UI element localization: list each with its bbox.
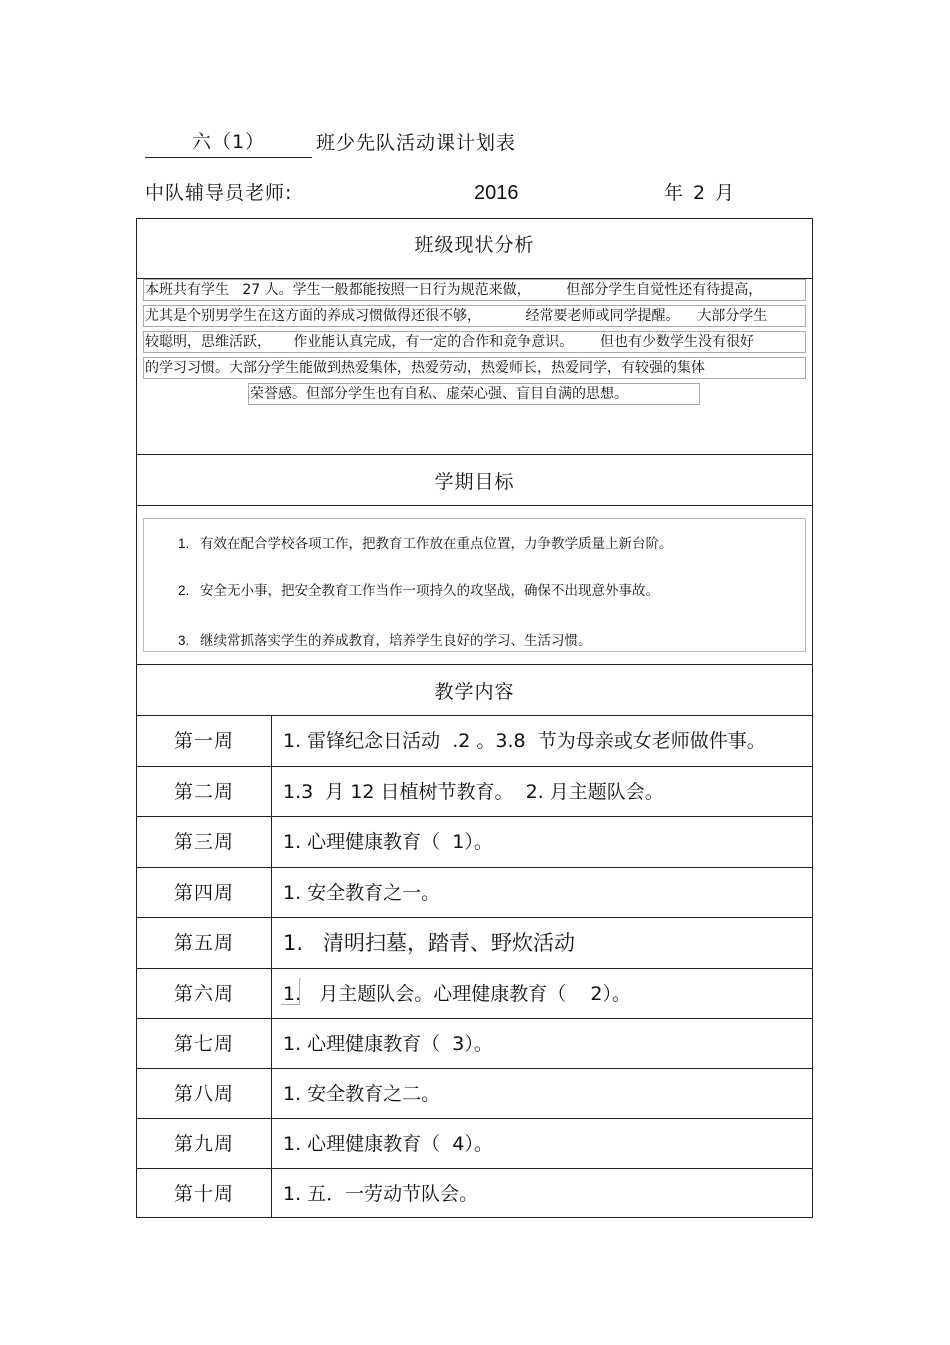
status-line: 尤其是个别男学生在这方面的养成习惯做得还很不够， 经常要老师或同学提醒。 大部分学生 [143, 305, 806, 327]
divider [137, 454, 812, 455]
week-row [137, 1169, 812, 1219]
week-label: 第八周 [173, 1083, 234, 1105]
goal-number: 1. [178, 536, 190, 551]
content-heading: 教学内容 [434, 681, 515, 703]
week-row [137, 716, 812, 766]
week-label: 第四周 [173, 882, 234, 904]
week-label: 第六周 [173, 983, 234, 1005]
title-text: 班少先队活动课计划表 [316, 132, 517, 154]
week-content: 1. 清明扫墓，踏青、野炊活动 [283, 931, 576, 955]
goals-list [143, 518, 806, 652]
week-row [137, 767, 812, 817]
goals-heading: 学期目标 [434, 471, 515, 493]
goal-item [178, 631, 592, 651]
week-content: 1. 心理健康教育（ 1）。 [283, 831, 493, 853]
goal-text: 继续常抓落实学生的养成教育，培养学生良好的学习、生活习惯。 [200, 633, 592, 649]
divider [137, 664, 812, 665]
week-row [137, 1119, 812, 1169]
week-row [137, 868, 812, 918]
divider [137, 505, 812, 506]
plan-table [136, 218, 813, 1218]
week-row [137, 817, 812, 867]
week-row [137, 969, 812, 1019]
counselor-label: 中队辅导员老师: [145, 182, 293, 204]
week-content: 1. 雷锋纪念日活动 .2 。3.8 节为母亲或女老师做件事。 [283, 730, 766, 752]
week-label: 第二周 [173, 781, 234, 803]
week-label: 第三周 [173, 831, 234, 853]
status-heading: 班级现状分析 [414, 234, 535, 256]
week-label: 第十周 [173, 1183, 234, 1205]
week-content: 1. 心理健康教育（ 3）。 [283, 1033, 493, 1055]
week-content: 1. 安全教育之二。 [283, 1083, 441, 1105]
number-box [281, 978, 300, 1005]
document-title [145, 128, 516, 158]
status-line: 本班共有学生 27 人。学生一般都能按照一日行为规范来做， 但部分学生自觉性还有待提高， [143, 279, 806, 301]
goal-item [178, 534, 673, 554]
week-label: 第五周 [173, 932, 234, 954]
week-label: 第七周 [173, 1033, 234, 1055]
status-line: 荣誉感。但部分学生也有自私、虚荣心强、盲目自满的思想。 [248, 383, 700, 405]
goal-number: 3. [178, 633, 190, 648]
goal-text: 有效在配合学校各项工作，把教育工作放在重点位置，力争教学质量上新台阶。 [200, 536, 673, 552]
year-value: 2016 [474, 182, 519, 204]
week-content: 1. 五．一劳动节队会。 [283, 1183, 479, 1205]
goal-text: 安全无小事，把安全教育工作当作一项持久的攻坚战，确保不出现意外事故。 [200, 583, 659, 599]
year-month-label: 年 2 月 [664, 182, 737, 204]
week-label: 第九周 [173, 1133, 234, 1155]
status-line: 的学习习惯。大部分学生能做到热爱集体，热爱劳动，热爱师长，热爱同学，有较强的集体 [143, 357, 806, 379]
week-row [137, 1069, 812, 1119]
goal-item [178, 581, 659, 601]
week-row [137, 1019, 812, 1069]
status-line: 较聪明，思维活跃， 作业能认真完成，有一定的合作和竞争意识。 但也有少数学生没有很好 [143, 331, 806, 353]
goal-number: 2. [178, 583, 190, 598]
week-content: 1. 安全教育之一。 [283, 882, 441, 904]
week-content: 1. 月主题队会。心理健康教育（ 2）。 [283, 983, 631, 1005]
title-class-field: 六（1） [145, 127, 312, 158]
week-content: 1. 心理健康教育（ 4）。 [283, 1133, 493, 1155]
week-content: 1.3 月 12 日植树节教育。 2. 月主题队会。 [283, 781, 664, 803]
week-label: 第一周 [173, 730, 234, 752]
week-row [137, 918, 812, 968]
